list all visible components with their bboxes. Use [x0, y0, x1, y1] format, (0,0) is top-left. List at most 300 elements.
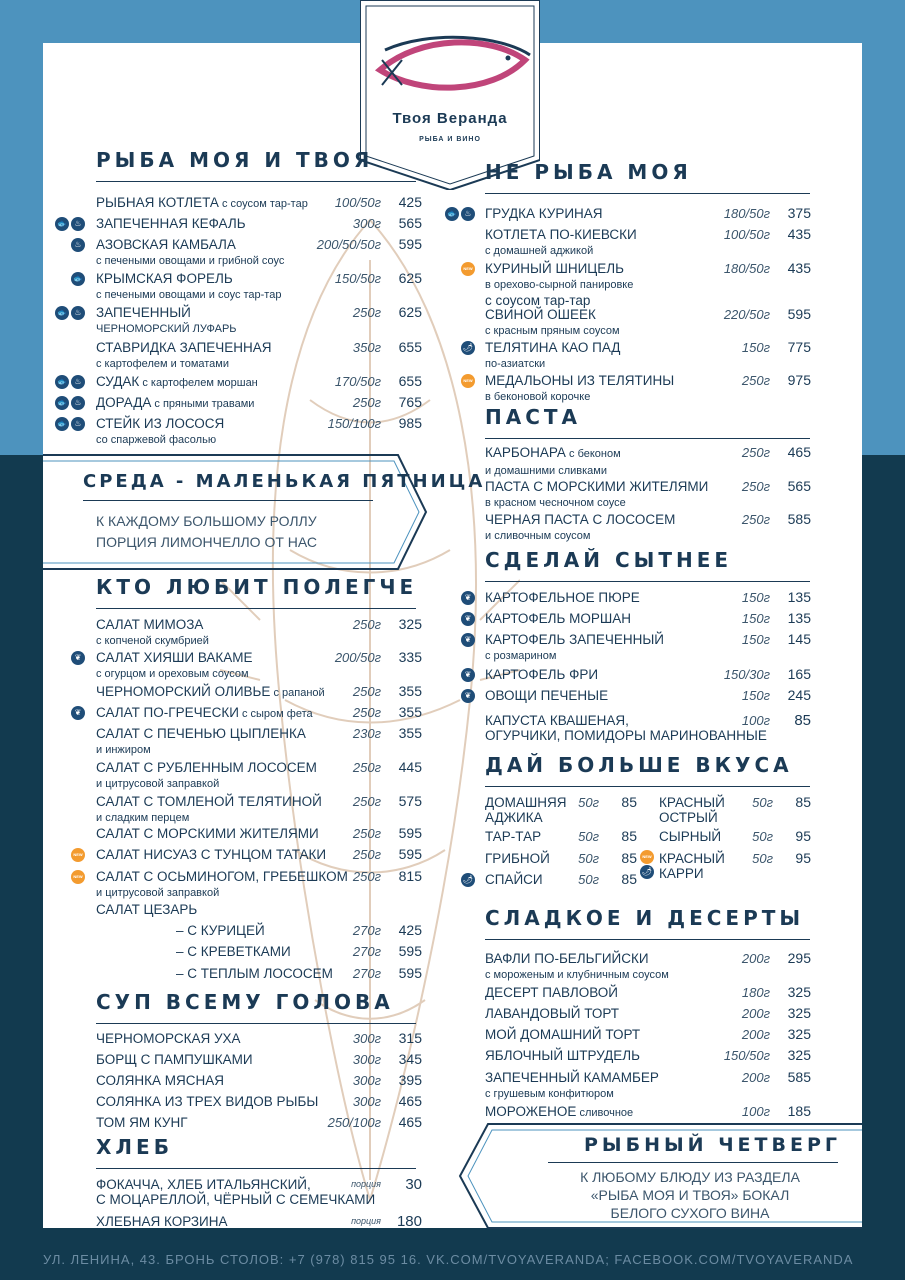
- item-description: с домашней аджикой: [485, 245, 594, 257]
- item-name: ХЛЕБНАЯ КОРЗИНА: [96, 1214, 228, 1229]
- leaf-icon: [461, 689, 475, 703]
- item-name: САЛАТ ХИЯШИ ВАКАМЕ: [96, 650, 253, 665]
- item-weight: 250г: [352, 826, 381, 841]
- section-underline: [485, 193, 810, 194]
- item-description: с печеными овощами и грибной соус: [96, 255, 285, 267]
- item-price: 625: [398, 270, 422, 286]
- item-name: КАРТОФЕЛЬНОЕ ПЮРЕ: [485, 590, 640, 605]
- item-price: 145: [787, 631, 811, 647]
- item-price: 180: [396, 1213, 422, 1230]
- item-name: ДОМАШНЯЯ: [485, 795, 567, 810]
- item-price: 775: [787, 339, 811, 355]
- item-price: 135: [787, 610, 811, 626]
- item-name: КРАСНЫЙ: [659, 851, 725, 866]
- item-weight: 50г: [752, 851, 773, 866]
- menu-item-name: [96, 195, 308, 212]
- item-name: МЕДАЛЬОНЫ ИЗ ТЕЛЯТИНЫ: [485, 373, 675, 388]
- item-name: МОЙ ДОМАШНИЙ ТОРТ: [485, 1027, 641, 1042]
- menu-item-name: [485, 1104, 633, 1121]
- menu-item-name: [176, 923, 265, 938]
- menu-item-name: [96, 1115, 188, 1130]
- item-weight: 250г: [741, 479, 770, 494]
- grill-icon: [71, 417, 85, 431]
- leaf-glyph: ❦: [464, 670, 472, 679]
- menu-item-name: [485, 667, 598, 682]
- menu-item-name: [485, 1027, 640, 1042]
- item-price: 595: [398, 943, 422, 959]
- grill-icon: [71, 238, 85, 252]
- thursday-promo-line: К ЛЮБОМУ БЛЮДУ ИЗ РАЗДЕЛА: [580, 1169, 800, 1185]
- menu-item-name: [485, 951, 669, 983]
- new-icon: [640, 850, 654, 864]
- item-price: 85: [621, 828, 637, 844]
- item-weight: 250г: [352, 305, 381, 320]
- item-weight: 200г: [741, 951, 770, 966]
- item-price: 135: [787, 589, 811, 605]
- grill-icon: [71, 396, 85, 410]
- item-weight: 50г: [578, 795, 599, 810]
- menu-item-name: [96, 416, 224, 448]
- menu-item-name: [96, 705, 313, 722]
- menu-item-name: [485, 373, 674, 405]
- item-weight: 150г: [741, 632, 770, 647]
- item-weight: 220/50г: [723, 307, 770, 322]
- chili-glyph: 🌶: [641, 867, 653, 876]
- item-description: с розмарином: [485, 650, 557, 662]
- item-weight: 250г: [741, 512, 770, 527]
- menu-item-name: [485, 1070, 659, 1102]
- item-weight: 150г: [741, 688, 770, 703]
- item-name: – С КУРИЦЕЙ: [176, 923, 265, 938]
- section-underline: [96, 181, 416, 182]
- menu-item-name: [485, 512, 675, 544]
- item-price: 655: [398, 373, 422, 389]
- fish-icon: [55, 375, 69, 389]
- item-name: КАРТОФЕЛЬ ФРИ: [485, 667, 599, 682]
- item-price: 325: [787, 1005, 811, 1021]
- item-weight: 200/50/50г: [316, 237, 381, 252]
- item-weight: 180/50г: [723, 206, 770, 221]
- fish-glyph: 🐟: [73, 274, 83, 283]
- menu-item-name: [485, 611, 631, 626]
- item-price: 815: [398, 868, 422, 884]
- fish-icon: [55, 396, 69, 410]
- brand-name: Твоя Веранда: [392, 110, 508, 127]
- item-name: ЗАПЕЧЕННЫЙ: [96, 305, 191, 320]
- item-weight: порция: [351, 1179, 381, 1189]
- menu-item-name: [96, 216, 246, 231]
- item-weight: 250г: [352, 760, 381, 775]
- wednesday-promo-title: СРЕДА - МАЛЕНЬКАЯ ПЯТНИЦА: [83, 471, 486, 492]
- item-weight: 250г: [741, 445, 770, 460]
- item-price: 425: [398, 922, 422, 938]
- new-badge-label: NEW: [463, 266, 473, 271]
- grill-glyph: ♨: [74, 419, 82, 428]
- menu-item-name: [485, 261, 633, 308]
- item-name: ЧЕРНОМОРСКАЯ УХА: [96, 1031, 241, 1046]
- item-name: КОТЛЕТА ПО-КИЕВСКИ: [485, 227, 637, 242]
- leaf-icon: [461, 591, 475, 605]
- item-price: 85: [621, 850, 637, 866]
- section-underline: [485, 438, 810, 439]
- item-price: 85: [621, 871, 637, 887]
- item-price: 465: [787, 444, 811, 460]
- item-description: и цитрусовой заправкой: [96, 778, 220, 790]
- item-description: со спаржевой фасолью: [96, 434, 217, 446]
- section-title: ХЛЕБ: [96, 1135, 173, 1159]
- item-weight: 50г: [578, 872, 599, 887]
- grill-icon: [71, 217, 85, 231]
- item-name: САЛАТ С МОРСКИМИ ЖИТЕЛЯМИ: [96, 826, 319, 841]
- item-name: САЛАТ С ПЕЧЕНЬЮ ЦЫПЛЕНКА: [96, 726, 306, 741]
- fish-glyph: 🐟: [447, 209, 457, 218]
- item-weight: 150г: [741, 590, 770, 605]
- menu-item-name: [96, 1094, 318, 1109]
- leaf-icon: [71, 651, 85, 665]
- divider: [548, 1162, 838, 1163]
- menu-item-name: [485, 340, 620, 372]
- item-name: ЛАВАНДОВЫЙ ТОРТ: [485, 1006, 620, 1021]
- item-name: САЛАТ С ТОМЛЕНОЙ ТЕЛЯТИНОЙ: [96, 794, 322, 809]
- item-description-line: с соусом тар-тар: [485, 293, 591, 308]
- item-weight: 270г: [352, 944, 381, 959]
- sauce-name: [485, 872, 543, 887]
- menu-item-name: [96, 650, 253, 682]
- item-name: КАРБОНАРА: [485, 445, 566, 460]
- item-name: ДОРАДА: [96, 395, 152, 410]
- section-underline: [96, 1168, 416, 1169]
- item-name: ЧЕРНОМОРСКИЙ ОЛИВЬЕ: [96, 684, 271, 699]
- item-price: 95: [795, 850, 811, 866]
- menu-item-name: [485, 1048, 640, 1063]
- section-title: СЛАДКОЕ И ДЕСЕРТЫ: [485, 906, 805, 930]
- grill-icon: [71, 375, 85, 389]
- item-description-line: С МОЦАРЕЛЛОЙ, ЧЁРНЫЙ С СЕМЕЧКАМИ: [96, 1192, 376, 1207]
- section-title: СДЕЛАЙ СЫТНЕЕ: [485, 548, 733, 572]
- menu-item-name: [96, 617, 209, 649]
- item-note: сливочное: [576, 1107, 634, 1119]
- item-name: ТОМ ЯМ КУНГ: [96, 1115, 188, 1130]
- item-name: РЫБНАЯ КОТЛЕТА: [96, 195, 219, 210]
- section-underline: [96, 608, 416, 609]
- item-price: 445: [398, 759, 422, 775]
- menu-item-name: [96, 271, 281, 303]
- fish-glyph: 🐟: [57, 419, 67, 428]
- item-name: СОЛЯНКА ИЗ ТРЕХ ВИДОВ РЫБЫ: [96, 1094, 319, 1109]
- item-price: 395: [398, 1072, 422, 1088]
- item-price: 325: [787, 984, 811, 1000]
- grill-glyph: ♨: [74, 377, 82, 386]
- fish-icon: [71, 272, 85, 286]
- leaf-glyph: ❦: [464, 593, 472, 602]
- item-note: с соусом тар-тар: [218, 198, 308, 210]
- item-name: БОРЩ С ПАМПУШКАМИ: [96, 1052, 253, 1067]
- item-description: с мороженым и клубничным соусом: [485, 969, 669, 981]
- item-name: САЛАТ С ОСЬМИНОГОМ, ГРЕБЕШКОМ: [96, 869, 348, 884]
- sauce-name: [659, 851, 725, 881]
- section-title: РЫБА МОЯ И ТВОЯ: [96, 148, 374, 172]
- item-name: СТЕЙК ИЗ ЛОСОСЯ: [96, 416, 225, 431]
- item-price: 315: [398, 1030, 422, 1046]
- grill-glyph: ♨: [74, 240, 82, 249]
- menu-item-name: [96, 726, 306, 758]
- thursday-promo-line: «РЫБА МОЯ И ТВОЯ» БОКАЛ: [590, 1187, 790, 1203]
- item-name: ТАР-ТАР: [485, 829, 542, 844]
- item-note: с картофелем моршан: [139, 377, 258, 389]
- item-name: ЧЕРНАЯ ПАСТА С ЛОСОСЕМ: [485, 512, 676, 527]
- item-name: СУДАК: [96, 374, 140, 389]
- sauce-name: [659, 829, 721, 844]
- leaf-glyph: ❦: [74, 708, 82, 717]
- item-name: САЛАТ ЦЕЗАРЬ: [96, 902, 198, 917]
- item-name: ГРУДКА КУРИНАЯ: [485, 206, 603, 221]
- item-name: ЗАПЕЧЕННАЯ КЕФАЛЬ: [96, 216, 246, 231]
- item-price: 30: [405, 1176, 422, 1193]
- item-weight: 150/50г: [334, 271, 381, 286]
- leaf-icon: [461, 633, 475, 647]
- item-weight: 100г: [741, 713, 770, 728]
- item-name: ГРИБНОЙ: [485, 851, 550, 866]
- item-description-line: ОСТРЫЙ: [659, 810, 718, 825]
- item-description: с грушевым конфитюром: [485, 1088, 614, 1100]
- item-price: 975: [787, 372, 811, 388]
- item-price: 595: [398, 825, 422, 841]
- item-name: ЯБЛОЧНЫЙ ШТРУДЕЛЬ: [485, 1048, 640, 1063]
- item-name: ДЕСЕРТ ПАВЛОВОЙ: [485, 985, 618, 1000]
- item-price: 245: [787, 687, 811, 703]
- item-price: 165: [787, 666, 811, 682]
- item-name: – С КРЕВЕТКАМИ: [176, 944, 291, 959]
- item-price: 355: [398, 725, 422, 741]
- menu-item-name: [96, 305, 237, 337]
- item-description: с красным пряным соусом: [485, 325, 620, 337]
- item-weight: 200г: [741, 1070, 770, 1085]
- item-name: САЛАТ ПО-ГРЕЧЕСКИ: [96, 705, 239, 720]
- new-icon: [71, 848, 85, 862]
- item-weight: 270г: [352, 923, 381, 938]
- fish-icon: [445, 207, 459, 221]
- leaf-icon: [461, 668, 475, 682]
- item-name: КАРТОФЕЛЬ ЗАПЕЧЕННЫЙ: [485, 632, 665, 647]
- item-weight: 150/100г: [327, 416, 381, 431]
- grill-glyph: ♨: [464, 209, 472, 218]
- item-name: ПАСТА С МОРСКИМИ ЖИТЕЛЯМИ: [485, 479, 709, 494]
- menu-item-name: [96, 340, 272, 372]
- menu-item-name: [485, 632, 664, 664]
- item-price: 565: [787, 478, 811, 494]
- item-price: 595: [398, 846, 422, 862]
- leaf-icon: [71, 706, 85, 720]
- item-weight: 170/50г: [334, 374, 381, 389]
- item-description: и цитрусовой заправкой: [96, 887, 220, 899]
- item-weight: 250г: [741, 373, 770, 388]
- menu-item-name: [485, 227, 637, 259]
- item-price: 585: [787, 1069, 811, 1085]
- item-price: 765: [398, 394, 422, 410]
- new-icon: [71, 870, 85, 884]
- menu-item-name: [96, 395, 254, 412]
- item-price: 595: [787, 306, 811, 322]
- item-price: 585: [787, 511, 811, 527]
- item-weight: 150г: [741, 340, 770, 355]
- item-price: 295: [787, 950, 811, 966]
- item-weight: 300г: [352, 1094, 381, 1109]
- item-weight: порция: [351, 1216, 381, 1226]
- item-weight: 100/50г: [334, 195, 381, 210]
- chili-glyph: 🌶: [462, 875, 474, 884]
- item-weight: 250г: [352, 684, 381, 699]
- item-weight: 250г: [352, 617, 381, 632]
- item-weight: 270г: [352, 966, 381, 981]
- item-note: с рапаной: [270, 687, 325, 699]
- section-title: СУП ВСЕМУ ГОЛОВА: [96, 990, 394, 1014]
- fish-glyph: 🐟: [57, 219, 67, 228]
- section-underline: [96, 1023, 416, 1024]
- item-weight: 100г: [741, 1104, 770, 1119]
- item-note: с беконом: [565, 448, 621, 460]
- item-name: САЛАТ НИСУАЗ С ТУНЦОМ ТАТАКИ: [96, 847, 327, 862]
- leaf-icon: [461, 612, 475, 626]
- item-note: с пряными травами: [151, 398, 255, 410]
- item-description: с печеными овощами и соус тар-тар: [96, 289, 282, 301]
- item-price: 655: [398, 339, 422, 355]
- new-badge-label: NEW: [642, 854, 652, 859]
- item-price: 85: [621, 794, 637, 810]
- item-description-line: ОГУРЧИКИ, ПОМИДОРЫ МАРИНОВАННЫЕ: [485, 728, 767, 743]
- item-weight: 100/50г: [723, 227, 770, 242]
- item-price: 185: [787, 1103, 811, 1119]
- section-underline: [485, 939, 810, 940]
- item-weight: 250г: [352, 847, 381, 862]
- item-weight: 150/30г: [723, 667, 770, 682]
- new-badge-label: NEW: [73, 852, 83, 857]
- item-price: 435: [787, 260, 811, 276]
- grill-icon: [461, 207, 475, 221]
- grill-glyph: ♨: [74, 219, 82, 228]
- item-price: 345: [398, 1051, 422, 1067]
- item-description: в беконовой корочке: [485, 391, 591, 403]
- grill-icon: [71, 306, 85, 320]
- item-description-line: КАРРИ: [659, 866, 704, 881]
- menu-item-name: [485, 985, 618, 1000]
- item-price: 325: [398, 616, 422, 632]
- item-price: 425: [398, 194, 422, 210]
- section-underline: [485, 581, 810, 582]
- section-title: КТО ЛЮБИТ ПОЛЕГЧЕ: [96, 575, 418, 599]
- item-weight: 300г: [352, 1073, 381, 1088]
- item-weight: 250г: [352, 794, 381, 809]
- menu-item-name: [96, 1052, 253, 1067]
- new-icon: [461, 262, 475, 276]
- new-badge-label: NEW: [73, 874, 83, 879]
- item-weight: 50г: [752, 795, 773, 810]
- item-price: 575: [398, 793, 422, 809]
- item-weight: 50г: [752, 829, 773, 844]
- item-weight: 230г: [352, 726, 381, 741]
- menu-item-name: [485, 445, 621, 479]
- item-name: ВАФЛИ ПО-БЕЛЬГИЙСКИ: [485, 951, 649, 966]
- item-price: 325: [787, 1026, 811, 1042]
- menu-item-name: [485, 307, 620, 339]
- item-description: и сливочным соусом: [485, 530, 591, 542]
- wednesday-promo-line: К КАЖДОМУ БОЛЬШОМУ РОЛЛУ: [96, 513, 317, 529]
- fish-glyph: 🐟: [57, 398, 67, 407]
- section-underline: [485, 786, 810, 787]
- menu-item-name: [485, 206, 603, 221]
- brand-tagline: РЫБА И ВИНО: [419, 136, 481, 143]
- item-price: 335: [398, 649, 422, 665]
- leaf-glyph: ❦: [74, 653, 82, 662]
- item-name: СВИНОЙ ОШЕЕК: [485, 307, 596, 322]
- item-name: КАПУСТА КВАШЕНАЯ,: [485, 713, 629, 728]
- section-title: НЕ РЫБА МОЯ: [485, 160, 692, 184]
- item-name: ФОКАЧЧА, ХЛЕБ ИТАЛЬЯНСКИЙ,: [96, 1177, 311, 1192]
- item-name: СЫРНЫЙ: [659, 829, 722, 844]
- item-name: КУРИНЫЙ ШНИЦЕЛЬ: [485, 261, 624, 276]
- item-description: с огурцом и ореховым соусом: [96, 668, 249, 680]
- sauce-name: [659, 795, 725, 825]
- item-weight: 200г: [741, 1027, 770, 1042]
- item-price: 355: [398, 683, 422, 699]
- item-description: и инжиром: [96, 744, 151, 756]
- section-title: ДАЙ БОЛЬШЕ ВКУСА: [485, 753, 793, 777]
- item-weight: 200/50г: [334, 650, 381, 665]
- item-name: ОВОЩИ ПЕЧЕНЫЕ: [485, 688, 609, 703]
- menu-item-name: [96, 1031, 241, 1046]
- item-description: и домашними сливками: [485, 465, 608, 477]
- footer-contacts: УЛ. ЛЕНИНА, 43. БРОНЬ СТОЛОВ: +7 (978) 815 95 16. VK.COM/TVOYAVERANDA; FACEBOOK.COM/TVOYAVERANDA: [43, 1252, 854, 1267]
- item-name: АЗОВСКАЯ КАМБАЛА: [96, 237, 236, 252]
- item-weight: 350г: [352, 340, 381, 355]
- fish-icon: [55, 306, 69, 320]
- section-title: ПАСТА: [485, 405, 582, 429]
- sauce-name: [485, 851, 550, 866]
- item-description: в красном чесночном соусе: [485, 497, 626, 509]
- grill-glyph: ♨: [74, 398, 82, 407]
- thursday-promo-line: БЕЛОГО СУХОГО ВИНА: [610, 1205, 770, 1221]
- menu-item-name: [96, 1214, 228, 1229]
- leaf-glyph: ❦: [464, 614, 472, 623]
- item-description-line: АДЖИКА: [485, 810, 543, 825]
- new-badge-label: NEW: [463, 378, 473, 383]
- item-name: САЛАТ МИМОЗА: [96, 617, 204, 632]
- menu-item-name: [485, 590, 640, 605]
- item-price: 465: [398, 1093, 422, 1109]
- menu-item-name: [96, 760, 317, 792]
- item-price: 985: [398, 415, 422, 431]
- item-name: СОЛЯНКА МЯСНАЯ: [96, 1073, 225, 1088]
- menu-item-name: [96, 374, 258, 391]
- wednesday-promo-line: ПОРЦИЯ ЛИМОНЧЕЛЛО ОТ НАС: [96, 534, 318, 550]
- item-price: 325: [787, 1047, 811, 1063]
- item-price: 595: [398, 236, 422, 252]
- chili-icon: [461, 873, 475, 887]
- item-weight: 300г: [352, 216, 381, 231]
- menu-item-name: [485, 1006, 619, 1021]
- menu-item-name: [96, 237, 284, 269]
- item-weight: 250г: [352, 869, 381, 884]
- fish-icon: [55, 417, 69, 431]
- divider: [83, 500, 373, 501]
- item-description: по-азиатски: [485, 358, 546, 370]
- item-name: КРЫМСКАЯ ФОРЕЛЬ: [96, 271, 233, 286]
- item-weight: 50г: [578, 851, 599, 866]
- item-weight: 250г: [352, 395, 381, 410]
- item-weight: 180г: [741, 985, 770, 1000]
- item-price: 565: [398, 215, 422, 231]
- item-name: САЛАТ С РУБЛЕННЫМ ЛОСОСЕМ: [96, 760, 317, 775]
- item-weight: 250г: [352, 705, 381, 720]
